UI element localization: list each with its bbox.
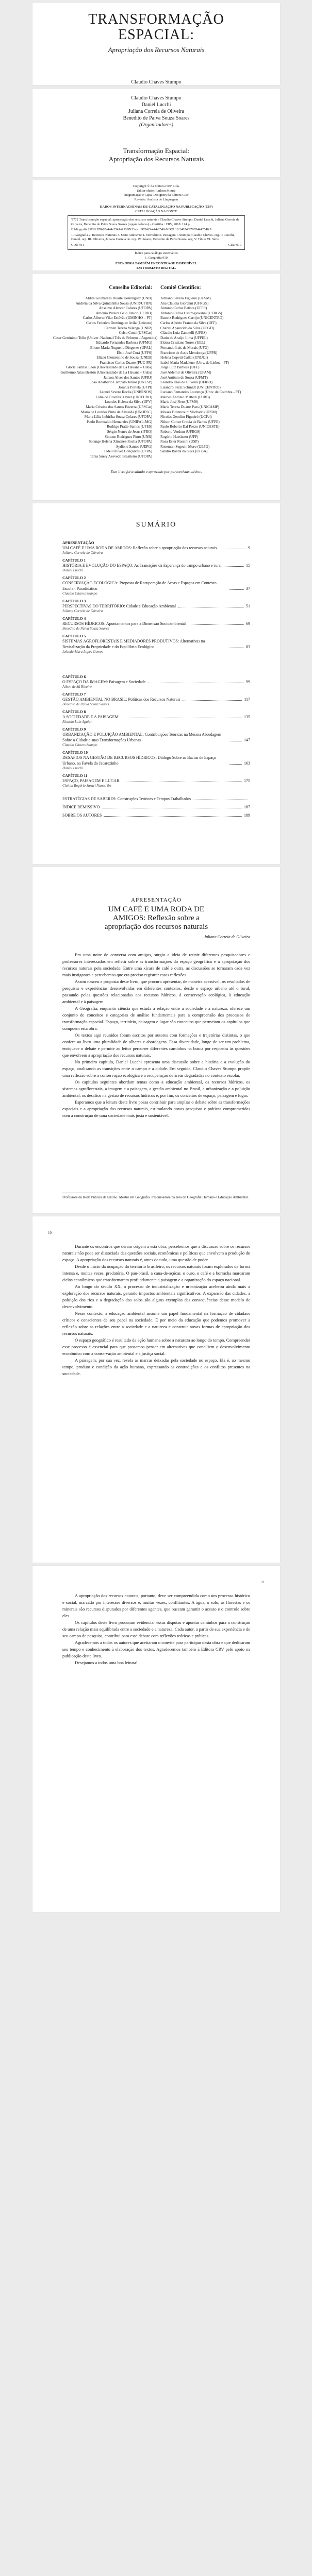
toc-entry [62, 599, 250, 613]
council-member: Sandro Baetta da Silva (UFBA) [160, 449, 208, 454]
toc-chapter-label: APRESENTAÇÃO [62, 540, 94, 545]
council-member: Isabel Maria Madaleno (Univ. de Lisboa - PT) [160, 360, 229, 365]
council-member: Dario de Araújo Lima (UFPEL) [160, 335, 208, 340]
toc-entry-title: PERSPECTIVAS DO TERRITÓRIO: Cidade e Educação Ambiental [62, 604, 176, 608]
council-member: José Antônio de Souza (UFMT) [160, 375, 208, 380]
cip-subtitle: CATALOGAÇÃO NA FONTE [135, 209, 177, 213]
council-member: Élsio José Corá (UFFS) [117, 350, 152, 355]
toc-page-number: 69 [246, 621, 250, 626]
toc-entry-author: Juliana Correia de Oliveira [62, 551, 103, 555]
council-member: Charlei Aparecido da Silva (UFGD) [160, 326, 214, 330]
council-member: Lourdes Helena da Silva (UFV) [105, 400, 152, 404]
toc-entry-title: ESPAÇO, PAISAGEM E LUGAR [62, 778, 120, 783]
toc-entry [62, 540, 250, 555]
toc-entry-title: O ESPAÇO DA IMAGEM: Paisagem e Sociedade [62, 680, 146, 684]
council-member: Sérgio Nunes de Jesus (IFRO) [107, 430, 152, 434]
council-member: Maria de Lourdes Pinto de Almeida (UNOESC) [80, 410, 152, 414]
paragraph: Os capítulos deste livro procuram evidenciar essas disputas e apontar caminhos para a construção de uma relação mais equilibrada entre a sociedade e a natureza. Cada autor, a partir de sua experiência e de seu campo de pesquisa, contribui para esse debate com reflexões teóricas e práticas. [62, 1620, 250, 1638]
council-member: Paulo Roberto Dal Pozzo (UNIOESTE) [160, 425, 220, 429]
council-member: Antônio Pereira Gaio Júnior (UFRRJ) [95, 311, 152, 315]
council-member: Lídia de Oliveira Xavier (UNIEURO) [95, 395, 152, 399]
cover-title: TRANSFORMAÇÃO ESPACIAL: [88, 11, 224, 43]
council-member: Fernando Luis de Morais (UFG) [160, 345, 209, 350]
toc-leader [183, 700, 242, 701]
toc-entry-title: SISTEMAS AGROFLORESTAIS E MEDIADORES PRODUTIVOS: Alternativas na Revitalização da Propriedade e do Equilíbrio Ecológico [62, 639, 205, 649]
toc-entry-title: ESTRATÉGIAS DE SABERES: Construções Teóricas e Tempos Trabalhados [62, 796, 191, 801]
toc-entry [62, 804, 250, 810]
toc-entry-title: GESTÃO AMBIENTAL NO BRASIL: Políticas dos Recursos Naturais [62, 697, 180, 702]
paragraph: Desejamos a todos uma boa leitura! [75, 1660, 138, 1665]
council-member: Jorge Luiz Barbosa (UFF) [160, 365, 200, 370]
council-member: Simone Rodrigues Pinto (UNB) [104, 434, 152, 439]
council-member: Rodrigo Pratte-Santos (UFES) [107, 425, 152, 429]
toc-entry [62, 616, 250, 631]
cover-organizers: Claudio Chaves Stumpo [131, 79, 182, 85]
council-member: Maria José Neto (UFMS) [160, 400, 199, 404]
toc-row [62, 621, 250, 626]
paragraph: Nesse contexto, a educação ambiental assume um papel fundamental na formação de cidadãos críticos e conscientes de seu papel na sociedade. É por meio da educação que podemos promover a reflexão sobre as relações entre a sociedade e a natureza e construir novas formas de apropriação dos recursos naturais. [62, 1311, 250, 1336]
council-member: Paulo Romualdo Hernandes (UNIFAL-MG) [86, 419, 152, 424]
paragraph: A Geografia, enquanto ciência que estuda a relação entre a sociedade e a natureza, oferece um conjunto de conceitos e categorias de análise fundamentais para a compreensão dos processos de transformação espacial. Espaço, território, paisagem e lugar são conceitos que permeiam os capítulos que compõem esta obra. [62, 1006, 250, 1031]
peer-review-note: Este livro foi avaliado e aprovado por pareceristas ad hoc. [110, 469, 202, 474]
council-member: Lisandro Pezzi Schmidt (UNICENTRO) [160, 385, 221, 389]
toc-page-number: 189 [244, 813, 250, 818]
council-member: Leandro Dias de Oliveira (UFRRJ) [160, 380, 213, 385]
page-10-body [62, 1243, 250, 1377]
council-member: Adriano Severo Figueiró (UFSM) [160, 296, 211, 300]
council-member: Solange Helena Ximenes-Rocha (UFOPA) [89, 439, 152, 444]
toc-chapter-label: CAPÍTULO 2 [62, 575, 86, 580]
toc-entry-title: HISTÓRIA E EVOLUÇÃO DO ESPAÇO: As Transições da Esperança do campo urbano e rural [62, 563, 222, 568]
paragraph: A paisagem, por sua vez, revela as marcas deixadas pela sociedade no espaço. Ela é, ao mesmo tempo, produto e condição da ação humana, expressando as contradições e os conflitos presentes na sociedade. [62, 1358, 250, 1376]
council-member: Rogério Haesbaert (UFF) [160, 434, 199, 439]
toc-row [62, 812, 250, 818]
council-member: Jailson Alves dos Santos (UFRJ) [103, 375, 152, 380]
toc-row [62, 697, 250, 702]
council-member: Cesar Gerónimo Tello (Univer .Nacional Três de Febrero – Argentina) [53, 335, 158, 340]
council-member: Gloria Fariñas León (Universidade de La Havana – Cuba) [66, 365, 152, 370]
body-page-11 [32, 1566, 280, 1912]
toc-entry-author: Juliana Correia de Oliveira [62, 609, 103, 613]
toc-page-number: 147 [244, 738, 250, 742]
council-member: Helena Copetti Callai (UNIJUI) [160, 355, 208, 360]
council-member: Elione Maria Nogueira Diogenes (UFAL) [90, 345, 152, 350]
copyright-page [32, 180, 280, 270]
council-member: Guillermo Arias Beatón (Universidade de La Havana – Cuba) [60, 370, 152, 375]
page-number: 11 [261, 1580, 265, 1584]
toc-entry-title: URBANIZAÇÃO E POLUIÇÃO AMBIENTAL: Contribuições Teóricas na Mesma Abordagem Sobre a Cidade e suas Transformações Urbanas [62, 732, 221, 742]
toc-chapter-label: CAPÍTULO 9 [62, 727, 86, 732]
toc-page-number: 9 [248, 546, 250, 550]
presentation-footnote: Professora da Rede Pública de Ensino. Mestre em Geografia. Pesquisadora na área de Geografia Humana e Educação Ambiental. [62, 1193, 250, 1200]
paragraph: Em uma noite de conversa com amigos, surgiu a ideia de reunir diferentes pesquisadores e professores interessados em refletir sobre as transformações do espaço geográfico e a apropriação dos recursos naturais pela sociedade. Entre uma xícara de café e outra, as discussões se tornaram cada vez mais instigantes e percebemos que era preciso registrar essas reflexões. [62, 952, 250, 977]
paragraph: Os capítulos seguintes abordam temas como a educação ambiental, os recursos hídricos, os sistemas agroflorestais, a imagem e a paisagem, a gestão ambiental no Brasil, a urbanização e a poluição ambiental, os desafios na gestão de recursos hídricos e, por fim, os conceitos de espaço, paisagem e lugar. [62, 1079, 250, 1098]
council-member: Roberto Verdum (UFRGS) [160, 430, 201, 434]
toc-chapter-label: CAPÍTULO 4 [62, 616, 86, 621]
toc-entry-author: Ailton de Sá Ribeiro [62, 685, 92, 689]
council-member: Antonio Carlos Batista (UFPR) [160, 306, 207, 311]
toc-chapter-label: CAPÍTULO 6 [62, 674, 86, 679]
council-right-title: Comitê Científico: [160, 285, 201, 291]
toc-entry-title: SOBRE OS AUTORES [62, 813, 102, 818]
council-member: Andréia da Silva Quintanilha Sousa (UNIR/UFRN) [75, 301, 152, 306]
page-11-body [62, 1592, 250, 1666]
toc-chapter-label: CAPÍTULO 11 [62, 773, 88, 778]
council-member: Sydione Santos (UEPG) [116, 444, 152, 449]
council-member: José Aldemir de Oliveira (UFAM) [160, 370, 211, 375]
council-member: Tadeu Oliver Gonçalves (UFPA) [103, 449, 152, 454]
toc-entry-title: UM CAFÉ E UMA RODA DE AMIGOS: Reflexão sobre a apropriação dos recursos naturais [62, 546, 217, 550]
toc-entry [62, 575, 250, 596]
council-member: Antonio Carlos Castrogiovanni (UFRGS) [160, 311, 222, 315]
toc-entry-title: ÍNDICE REMISSIVO [62, 805, 100, 809]
digital-edition-note: ESTA OBRA TAMBÉM ENCONTRA-SE DISPONÍVEL EM FORMATO DIGITAL. [115, 262, 198, 270]
toc-page-number: 117 [244, 697, 250, 702]
toc-leader [224, 566, 244, 567]
toc-chapter-label: CAPÍTULO 7 [62, 692, 86, 697]
toc-entry-author: Daniel Lucchi [62, 766, 83, 770]
copyright-credits: Copyright © da Editora CRV Ltda. Editor-chefe: Railson Moura Diagramação e Capa: Designers da Editora CRV Revisão: Analista de Linguagem [123, 184, 189, 201]
cover-subtitle: Apropriação dos Recursos Naturais [108, 46, 205, 54]
council-member: Cláudio Luiz Zanotelli (UFES) [160, 331, 207, 335]
toc-row [62, 755, 250, 766]
toc-row [62, 714, 250, 720]
toc-entry-title: A SOCIEDADE E A PAISAGEM [62, 715, 119, 719]
cip-title: DADOS INTERNACIONAIS DE CATALOGAÇÃO NA PUBLICAÇÃO (CIP) [100, 205, 213, 209]
toc-leader [104, 816, 242, 817]
council-member: Carmen Tereza Velanga (UNIR) [104, 326, 152, 330]
toc-page-number: 163 [244, 761, 250, 766]
toc-row [62, 796, 250, 802]
council-member: Josania Portela (UFPI) [118, 385, 152, 389]
council-member: Carlos Federico Dominguez Avila (Unieuro) [86, 320, 152, 325]
toc-entry [62, 773, 250, 788]
toc-entry-author: Cleiton Rogério Juraci Nunes Vez [62, 784, 111, 788]
toc-entry-author: Iolanda Mara Lopes Gomes [62, 650, 103, 654]
council-member: Francisco de Assis Mendonça (UFPR) [160, 350, 218, 355]
council-member: Elizeu Clementino de Souza (UNEB) [96, 355, 152, 360]
presentation-body [62, 952, 250, 1119]
toc-row [62, 732, 250, 743]
council-member: Leonel Severo Rocha (UNISINOS) [100, 390, 152, 395]
half-title-organizers: Claudio Chaves Stumpo Daniel Lucchi Juliana Correia de Oliveira Benedito de Paiva Souza Soares (Organizadores) [123, 95, 190, 128]
presentation-page [32, 867, 280, 1213]
toc-entry [62, 558, 250, 572]
body-page-10 [32, 1216, 280, 1563]
toc-entry [62, 796, 250, 802]
toc-leader [188, 624, 244, 625]
toc-row [62, 638, 250, 650]
toc-title: SUMÁRIO [136, 521, 177, 529]
paragraph: Desde o início da ocupação do território brasileiro, os recursos naturais foram explorados de forma intensa e, muitas vezes, predatória. O pau-brasil, a cana-de-açúcar, o ouro, o café e a borracha marcaram ciclos econômicos que transformaram profundamente a paisagem e a organização do espaço nacional. [62, 1264, 250, 1282]
council-member: Eloiza Cristiane Torres (UEL) [160, 341, 205, 345]
council-member: Maria Lília Imbiriba Sousa Colares (UFOPA) [84, 415, 152, 419]
council-member: Tania Suely Azevedo Brasileiro (UFOPA) [90, 454, 152, 459]
editorial-council-page [32, 274, 280, 500]
toc-page-number: 51 [246, 604, 250, 608]
paragraph: No primeiro capítulo, Daniel Lucchi apresenta uma discussão sobre a história e a evolução do espaço, analisando as transições entre o campo e a cidade. Em seguida, Claudio Chaves Stumpo propõe uma reflexão sobre a conservação ecológica e a recuperação de áreas degradadas no contexto escolar. [62, 1059, 250, 1078]
toc-row [62, 545, 250, 551]
toc-leader [229, 589, 244, 590]
presentation-author: Juliana Correia de Oliveira [204, 935, 250, 939]
toc-row [62, 778, 250, 784]
council-member: Carlos Alberto Vilar Estêvão (UMINHO – PT) [83, 316, 152, 320]
toc-page-number: 135 [244, 715, 250, 719]
toc-entry-author: Benedito de Paiva Souza Soares [62, 702, 109, 706]
toc-leader [229, 764, 242, 765]
cip-record: T772 Transformação espacial: apropriação dos recursos naturais / Claudio Chaves Stumpo, Daniel Lucchi, Juliana Correia de Oliveira, Benedito de Paiva Souza Soares (organizadores) – Curitiba : CRV, 2018. 194 p. Bibliografia ISBN 978-85-444-2541-6 ISBN Físico 978-85-444-2540-9 DOI 10.24824/978854442540.9 1. Geografia 2. Recursos Naturais 3. Meio Ambiente 4. Território 5. Paisagem I. Stumpo, Claudio Chaves. org. II. Lucchi, Daniel. org. III. Oliveira, Juliana Correia de. org. IV. Soares, Benedito de Paiva Souza. org. V. Título VI. Série CDU 911 CDD 910 [68, 215, 245, 250]
council-member: Carlos Alberto Franco da Silva (UFF) [160, 320, 217, 325]
toc-entry-author: Daniel Lucchi [62, 568, 83, 572]
toc-row [62, 804, 250, 810]
toc-entry-author: Claudio Chaves Stumpo [62, 743, 97, 747]
half-title-page [32, 89, 280, 177]
council-member: Ana Cláudia Giordani (UFRGS) [160, 301, 209, 306]
paragraph: Os textos aqui reunidos foram escritos por autores com formações e trajetórias distintas, o que confere ao livro uma pluralidade de olhares e abordagens. Essa diversidade, longe de ser um problema, enriquece o debate e permite ao leitor percorrer diferentes caminhos na busca por respostas às questões que envolvem a apropriação dos recursos naturais. [62, 1032, 250, 1058]
half-title-heading: Transformação Espacial: Apropriação dos Recursos Naturais [108, 147, 204, 163]
paragraph: O espaço geográfico é resultado da ação humana sobre a natureza ao longo do tempo. Compreender esse processo é essencial para que possamos pensar em alternativas que conciliem o desenvolvimento econômico com a conservação ambiental e a justiça social. [62, 1337, 250, 1356]
council-left-title: Conselho Editorial: [109, 285, 152, 291]
toc-entry [62, 634, 250, 654]
toc-entry-title: CONSERVAÇÃO ECOLÓGICA: Proposta de Recuperação de Áreas e Espaços em Contexto Escolar, Paradidático [62, 581, 217, 591]
toc-row [62, 563, 250, 568]
council-member: João Adalberto Campato Junior (UNESP) [90, 380, 152, 385]
toc-page-number: 187 [244, 805, 250, 809]
council-member: Maria Tereza Duarte Paes (UNICAMP) [160, 405, 219, 410]
toc-page-number: 175 [244, 778, 250, 783]
council-member: Francisco Carlos Duarte (PUC-PR) [100, 360, 152, 365]
cover-page [32, 3, 280, 85]
catalog-index: Índice para catálogo sistemático 1. Geografia 910 [135, 251, 178, 260]
paragraph: Ao longo do século XX, o processo de industrialização e urbanização acelerou ainda mais a exploração dos recursos naturais, gerando impactos ambientais significativos. A expansão das cidades, a poluição dos rios e a degradação dos solos são alguns exemplos das consequências desse modelo de desenvolvimento. [62, 1284, 250, 1309]
council-member: Rosa Ester Rossini (USP) [160, 439, 199, 444]
toc-entry [62, 750, 250, 770]
council-member: Maria Cristina dos Santos Bezerra (UFSCar) [86, 405, 152, 410]
toc-row [62, 679, 250, 685]
page-number: 10 [48, 1231, 52, 1235]
toc-entry [62, 727, 250, 747]
toc-entry-title: RECURSOS HÍDRICOS: Apontamentos para a Dimensão Socioambiental [62, 621, 186, 626]
toc-chapter-label: CAPÍTULO 1 [62, 558, 86, 563]
toc-chapter-label: CAPÍTULO 10 [62, 750, 88, 755]
toc-page-number: 15 [246, 563, 250, 568]
toc-chapter-label: CAPÍTULO 3 [62, 599, 86, 603]
paragraph: A apropriação dos recursos naturais, portanto, deve ser compreendida como um processo histórico e social, marcado por interesses diversos e, muitas vezes, conflitantes. A água, o solo, as florestas e os minerais são recursos disputados por diferentes agentes, que buscam garantir o acesso e o controle sobre eles. [62, 1593, 250, 1618]
presentation-title: UM CAFÉ E UMA RODA DE AMIGOS: Reflexão sobre a apropriação dos recursos naturais [104, 905, 208, 931]
council-member: Luciano Fernandes Lourenço (Univ. de Coimbra - PT) [160, 390, 241, 395]
toc-list [62, 540, 250, 818]
council-left-list [53, 296, 158, 460]
council-member: Celso Conti (UFSCar) [119, 331, 152, 335]
council-member: Aldira Guimarães Duarte Domínguez (UNB) [85, 296, 152, 300]
paragraph: Agradecemos a todos os autores que aceitaram o convite para participar desta obra e que dedicaram seu tempo e conhecimento à elaboração dos textos. Agradecemos também à Editora CRV pelo apoio na publicação deste livro. [62, 1640, 250, 1658]
toc-entry-title: DESAFIOS NA GESTÃO DE RECURSOS HÍDRICOS: Diálogo Sobre as Bacias de Espaço Urbano, na Favela do Jacarezinho [62, 755, 216, 766]
council-member: Moisés Bittencourt Machado (UFSM) [160, 410, 217, 414]
toc-chapter-label: CAPÍTULO 8 [62, 709, 86, 714]
paragraph: Assim nasceu a proposta deste livro, que procura apresentar, de maneira acessível, os resultados de pesquisas e experiências desenvolvidas em diferentes contextos, desde o espaço urbano até o rural, passando pelas questões relacionadas aos recursos hídricos, à conservação ecológica, à educação ambiental e à paisagem. [62, 979, 250, 1004]
council-right-list [160, 296, 264, 454]
toc-row [62, 603, 250, 609]
toc-chapter-label: CAPÍTULO 5 [62, 634, 86, 638]
toc-page-number: 37 [246, 586, 250, 591]
paragraph: Durante os encontros que deram origem a esta obra, percebemos que a discussão sobre os recursos naturais não pode ser dissociada das questões sociais, econômicas e políticas que envolvem a produção do espaço. A apropriação dos recursos naturais é, antes de tudo, uma questão de poder. [62, 1244, 250, 1262]
presentation-label: APRESENTAÇÃO [131, 897, 182, 903]
council-member: Marcos Antônio Mattedi (FURB) [160, 395, 210, 399]
toc-entry [62, 692, 250, 706]
toc-entry-author: Benedito de Paiva Souza Soares [62, 626, 109, 631]
council-member: Nicolas Gemfim Figueiró (UCPel) [160, 415, 212, 419]
council-member: Eduardo Fernandes Barbosa (UFMG) [96, 341, 152, 345]
toc-page-number: 83 [246, 645, 250, 649]
council-member: Rosemeri Segecin Moro (UEPG) [160, 444, 210, 449]
table-of-contents-page [32, 503, 280, 864]
council-member: Anselmo Alencar Colares (UFOPA) [98, 306, 152, 311]
paragraph: Esperamos que a leitura deste livro possa contribuir para ampliar o debate sobre as transformações espaciais e a apropriação dos recursos naturais, estimulando novas pesquisas e práticas comprometidas com a construção de uma sociedade mais justa e sustentável. [62, 1099, 250, 1118]
toc-entry-author: Ricardo Luiz Aguiar [62, 720, 92, 724]
council-member: Beatriz Rodrigues Carrijo (UNICENTRO) [160, 316, 224, 320]
toc-entry [62, 674, 250, 689]
toc-entry [62, 709, 250, 724]
toc-entry-author: Claudio Chaves Stumpo [62, 591, 97, 596]
toc-page-number: 99 [246, 680, 250, 684]
toc-entry [62, 812, 250, 818]
council-member: Nilson Cortez Crocia de Barros (UFPE) [160, 419, 220, 424]
toc-row [62, 580, 250, 591]
